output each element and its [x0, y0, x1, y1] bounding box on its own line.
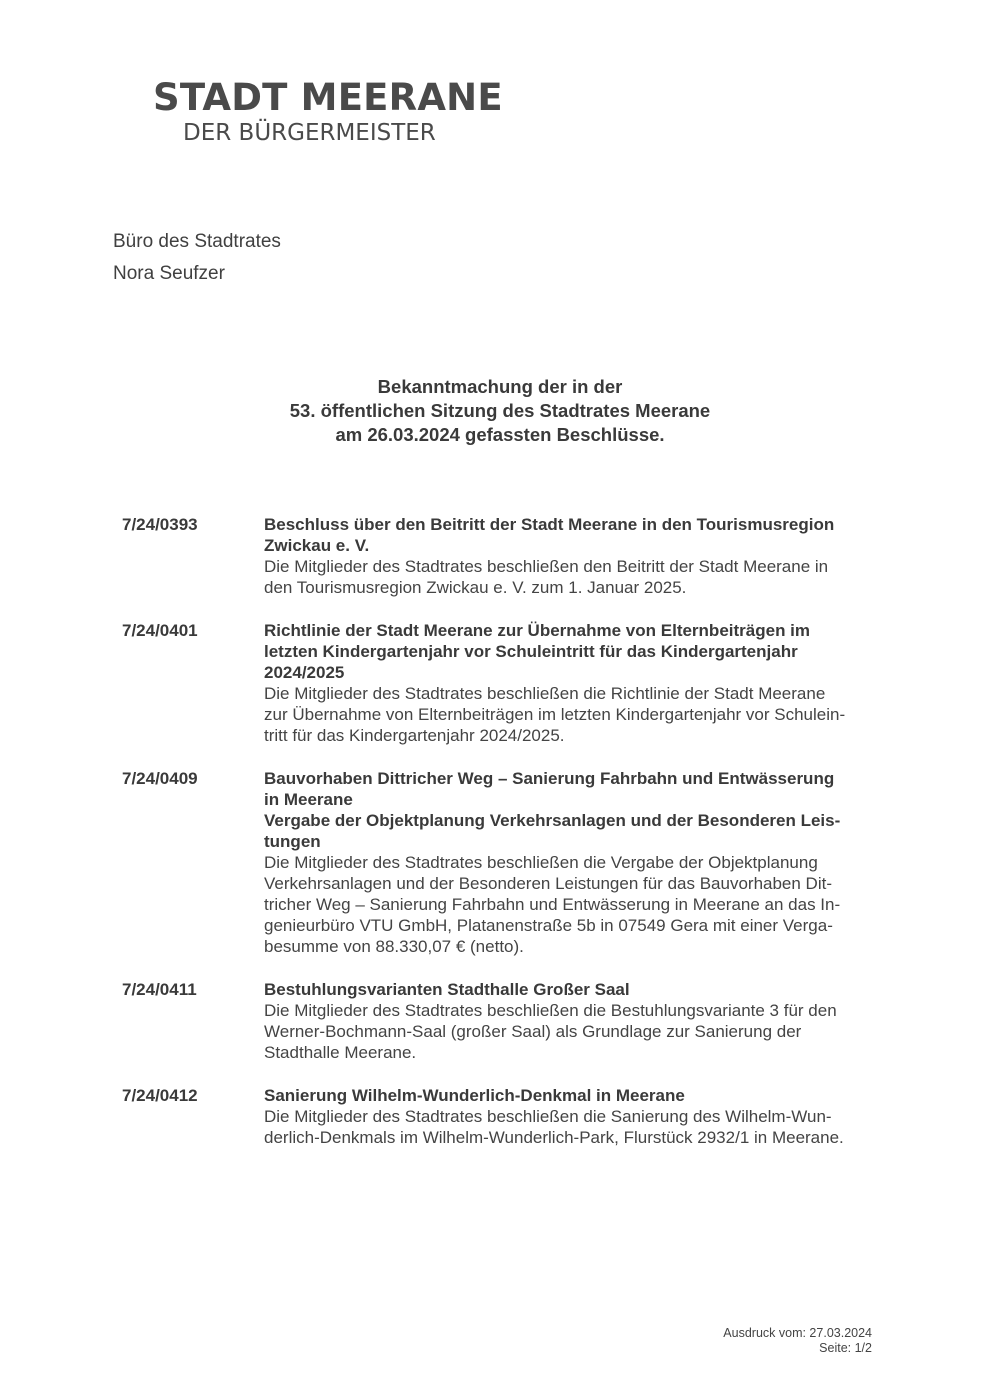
resolution-text-line: Stadthalle Meerane. — [264, 1043, 417, 1062]
resolution-title-line: Bauvorhaben Dittricher Weg – Sanierung Fahrbahn und Entwässerung — [264, 769, 835, 788]
resolution-entry — [122, 620, 902, 746]
resolution-text-line: Die Mitglieder des Stadtrates beschließen die Sanierung des Wilhelm-Wun- — [264, 1107, 832, 1126]
resolution-title-line: Richtlinie der Stadt Meerane zur Übernahme von Elternbeiträgen im — [264, 621, 811, 640]
sender-office: Büro des Stadtrates — [113, 231, 281, 252]
resolution-number: 7/24/0409 — [122, 769, 198, 788]
resolution-text-line: tricher Weg – Sanierung Fahrbahn und Entwässerung in Meerane an das In- — [264, 895, 841, 914]
resolution-title-line: tungen — [264, 832, 321, 851]
resolution-list — [122, 514, 902, 1148]
resolution-title-line: Sanierung Wilhelm-Wunderlich-Denkmal in Meerane — [264, 1086, 685, 1105]
resolution-entry — [122, 979, 902, 1063]
resolution-text-line: tritt für das Kindergartenjahr 2024/2025. — [264, 726, 565, 745]
resolution-title-line: Vergabe der Objektplanung Verkehrsanlagen und der Besonderen Leis- — [264, 811, 841, 830]
announcement-heading — [230, 375, 770, 447]
resolution-entry — [122, 768, 902, 957]
resolution-title-line: 2024/2025 — [264, 663, 345, 682]
resolution-entry — [122, 514, 902, 598]
resolution-title-line: letzten Kindergartenjahr vor Schuleintritt für das Kindergartenjahr — [264, 642, 798, 661]
heading-line: Bekanntmachung der in der — [377, 376, 623, 397]
resolution-title-line: Beschluss über den Beitritt der Stadt Meerane in den Tourismusregion — [264, 515, 835, 534]
resolution-text-line: Die Mitglieder des Stadtrates beschließen den Beitritt der Stadt Meerane in — [264, 557, 829, 576]
resolution-text-line: den Tourismusregion Zwickau e. V. zum 1. Januar 2025. — [264, 578, 687, 597]
resolution-number: 7/24/0411 — [122, 980, 197, 999]
resolution-text-line: zur Übernahme von Elternbeiträgen im letzten Kindergartenjahr vor Schulein- — [264, 705, 846, 724]
resolution-text-line: genieurbüro VTU GmbH, Platanenstraße 5b in 07549 Gera mit einer Verga- — [264, 916, 833, 935]
resolution-text-line: Die Mitglieder des Stadtrates beschließen die Richtlinie der Stadt Meerane — [264, 684, 826, 703]
resolution-entry — [122, 1085, 902, 1148]
sender-block — [113, 226, 281, 290]
resolution-text-line: Die Mitglieder des Stadtrates beschließen die Vergabe der Objektplanung — [264, 853, 818, 872]
sender-name: Nora Seufzer — [113, 263, 225, 284]
letterhead-title: STADT MEERANE — [153, 76, 503, 119]
page-footer — [723, 1326, 872, 1356]
resolution-title-line: Bestuhlungsvarianten Stadthalle Großer Saal — [264, 980, 630, 999]
heading-line: 53. öffentlichen Sitzung des Stadtrates Meerane — [289, 400, 711, 421]
heading-line: am 26.03.2024 gefassten Beschlüsse. — [335, 424, 665, 445]
print-date: Ausdruck vom: 27.03.2024 — [723, 1326, 872, 1340]
letterhead-subtitle: DER BÜRGERMEISTER — [183, 120, 436, 146]
resolution-text-line: Die Mitglieder des Stadtrates beschließen die Bestuhlungsvariante 3 für den — [264, 1001, 837, 1020]
resolution-title-line: in Meerane — [264, 790, 353, 809]
resolution-number: 7/24/0401 — [122, 621, 198, 640]
resolution-text-line: Werner-Bochmann-Saal (großer Saal) als Grundlage zur Sanierung der — [264, 1022, 802, 1041]
resolution-text-line: besumme von 88.330,07 € (netto). — [264, 937, 524, 956]
resolution-number: 7/24/0393 — [122, 515, 198, 534]
resolution-text-line: Verkehrsanlagen und der Besonderen Leistungen für das Bauvorhaben Dit- — [264, 874, 832, 893]
resolution-number: 7/24/0412 — [122, 1086, 198, 1105]
resolution-text-line: derlich-Denkmals im Wilhelm-Wunderlich-Park, Flurstück 2932/1 in Meerane. — [264, 1128, 844, 1147]
page-number: Seite: 1/2 — [819, 1341, 872, 1355]
resolution-title-line: Zwickau e. V. — [264, 536, 370, 555]
